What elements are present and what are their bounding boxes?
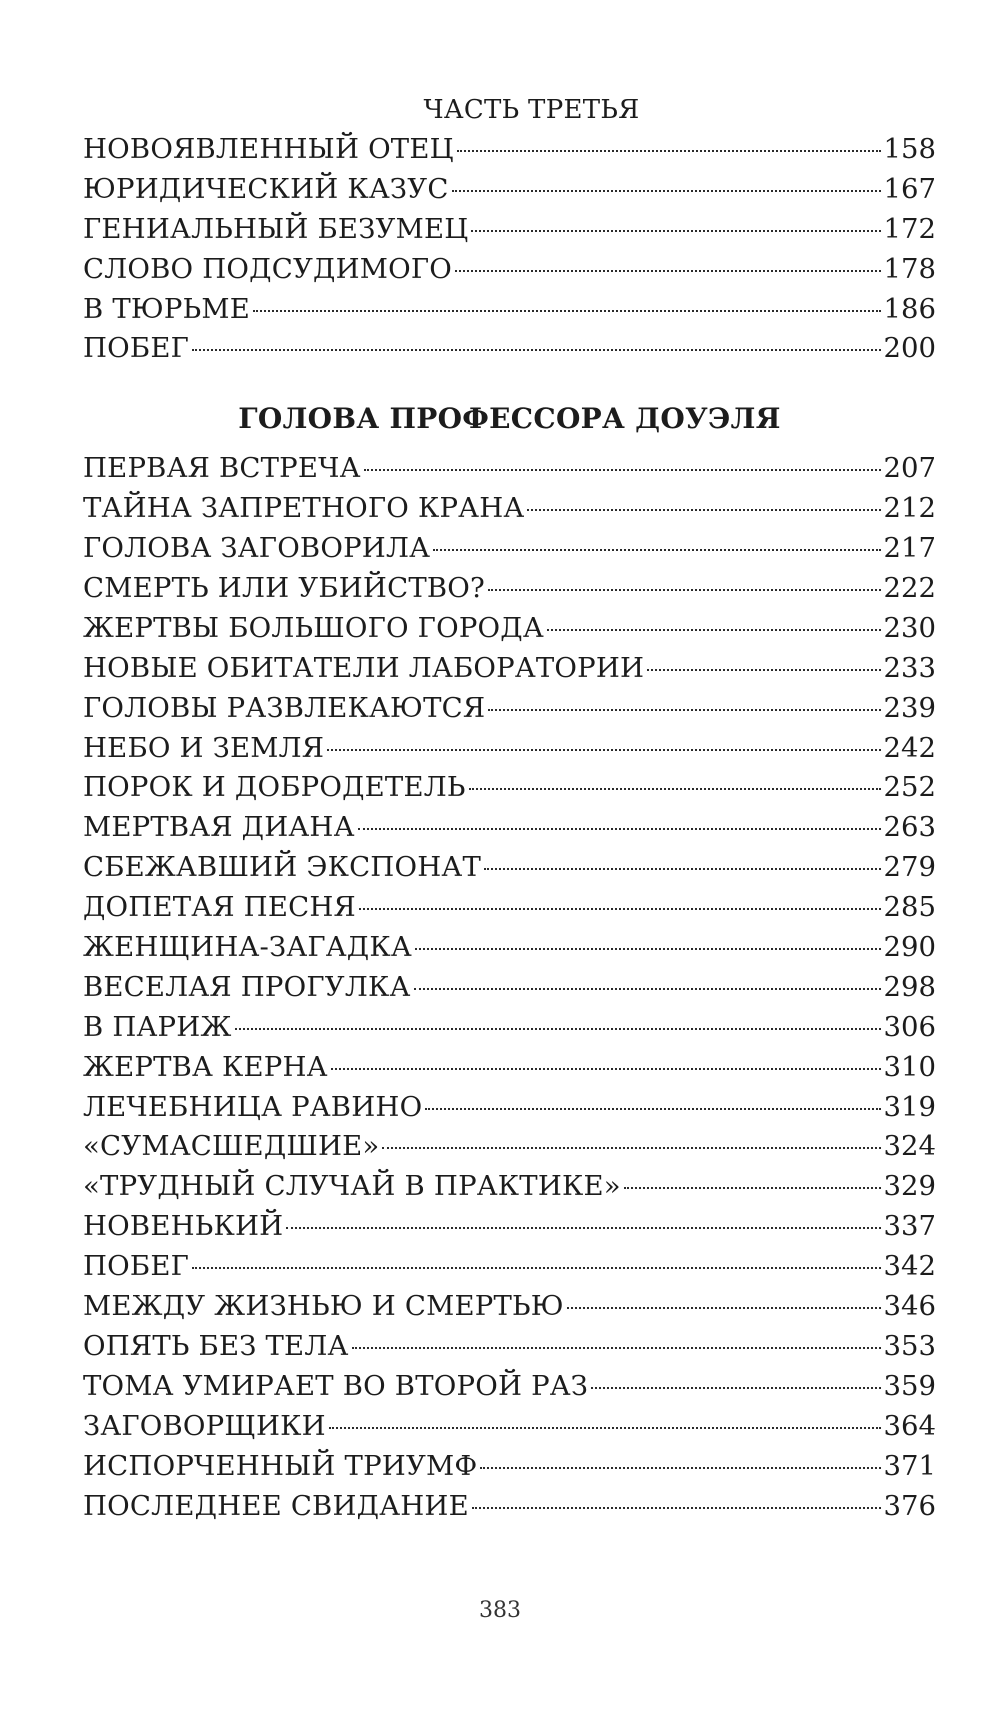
toc-entry-page: 178: [883, 252, 936, 285]
toc-entry: [83, 1207, 936, 1247]
book-chapter-list: [83, 449, 936, 1526]
toc-entry-page: 158: [883, 133, 936, 165]
toc-entry-page: 217: [883, 532, 936, 565]
toc-entry-page: 342: [883, 1250, 936, 1283]
toc-entry-title: СМЕРТЬ ИЛИ УБИЙСТВО?: [83, 572, 485, 605]
toc-entry-page: 329: [883, 1170, 936, 1203]
toc-entry: [83, 968, 936, 1008]
toc-entry-title: ТОМА УМИРАЕТ ВО ВТОРОЙ РАЗ: [83, 1369, 589, 1402]
toc-entry-title: ИСПОРЧЕННЫЙ ТРИУМФ: [83, 1449, 478, 1482]
toc-entry-title: НЕБО И ЗЕМЛЯ: [83, 731, 325, 764]
toc-entry: [83, 888, 936, 928]
toc-entry: [83, 290, 936, 330]
toc-entry-title: ТАЙНА ЗАПРЕТНОГО КРАНА: [83, 492, 525, 525]
toc-entry-page: 167: [883, 172, 936, 205]
dot-leader: [480, 1467, 880, 1469]
dot-leader: [235, 1028, 881, 1030]
toc-entry-title: НОВОЯВЛЕННЫЙ ОТЕЦ: [83, 133, 454, 165]
dot-leader: [364, 469, 881, 471]
dot-leader: [327, 749, 880, 751]
dot-leader: [358, 828, 881, 830]
toc-entry-title: ПОБЕГ: [83, 332, 190, 365]
toc-entry-title: ГОЛОВА ЗАГОВОРИЛА: [83, 532, 431, 565]
toc-entry: [83, 768, 936, 808]
dot-leader: [488, 709, 880, 711]
part-three-heading: ЧАСТЬ ТРЕТЬЯ: [423, 95, 640, 125]
toc-entry: [83, 808, 936, 848]
toc-entry: [83, 1088, 936, 1128]
toc-entry-page: 290: [883, 931, 936, 964]
toc-entry-page: 279: [883, 851, 936, 884]
toc-entry: [83, 1407, 936, 1447]
toc-entry-page: 263: [883, 811, 936, 844]
toc-entry-page: 242: [883, 731, 936, 764]
toc-entry-page: 353: [883, 1329, 936, 1362]
dot-leader: [415, 948, 881, 950]
dot-leader: [469, 788, 881, 790]
toc-entry-page: 230: [883, 611, 936, 644]
toc-entry-page: 364: [883, 1409, 936, 1442]
toc-entry-title: ПЕРВАЯ ВСТРЕЧА: [83, 452, 361, 485]
toc-entry-page: 310: [883, 1050, 936, 1083]
toc-entry-title: ПОРОК И ДОБРОДЕТЕЛЬ: [83, 771, 466, 804]
toc-entry: [83, 1447, 936, 1487]
dot-leader: [352, 1347, 881, 1349]
toc-entry-page: 285: [883, 891, 936, 924]
dot-leader: [455, 270, 880, 272]
toc-entry-title: В ТЮРЬМЕ: [83, 292, 250, 325]
toc-entry-page: 207: [883, 452, 936, 485]
toc-entry-title: ЖЕРТВЫ БОЛЬШОГО ГОРОДА: [83, 611, 544, 644]
toc-entry: [83, 689, 936, 729]
toc-entry-title: В ПАРИЖ: [83, 1010, 232, 1043]
book-title-heading: ГОЛОВА ПРОФЕССОРА ДОУЭЛЯ: [238, 402, 781, 436]
toc-entry-page: 376: [883, 1489, 936, 1522]
toc-entry: [83, 1048, 936, 1088]
toc-entry: [83, 649, 936, 689]
toc-entry-title: ДОПЕТАЯ ПЕСНЯ: [83, 891, 356, 924]
dot-leader: [624, 1187, 881, 1189]
toc-entry-page: 319: [883, 1090, 936, 1123]
toc-entry: [83, 1127, 936, 1167]
toc-entry: [83, 329, 936, 369]
toc-entry: [83, 928, 936, 968]
toc-entry-title: ЗАГОВОРЩИКИ: [83, 1409, 326, 1442]
toc-entry-page: 212: [883, 492, 936, 525]
toc-entry-title: НОВЫЕ ОБИТАТЕЛИ ЛАБОРАТОРИИ: [83, 651, 645, 684]
toc-entry: [83, 848, 936, 888]
part-three-list: [83, 130, 936, 369]
toc-entry: [83, 170, 936, 210]
toc-entry-page: 222: [883, 572, 936, 605]
dot-leader: [286, 1227, 880, 1229]
dot-leader: [192, 1267, 880, 1269]
toc-entry-title: СЛОВО ПОДСУДИМОГО: [83, 252, 453, 285]
toc-entry: [83, 1327, 936, 1367]
toc-entry-title: ЖЕРТВА КЕРНА: [83, 1050, 328, 1083]
dot-leader: [331, 1068, 881, 1070]
dot-leader: [471, 230, 880, 232]
toc-entry-title: НОВЕНЬКИЙ: [83, 1210, 284, 1243]
toc-entry: [83, 1287, 936, 1327]
toc-entry-title: ЖЕНЩИНА-ЗАГАДКА: [83, 931, 412, 964]
dot-leader: [433, 549, 880, 551]
dot-leader: [192, 349, 880, 351]
toc-entry-title: МЕРТВАЯ ДИАНА: [83, 811, 355, 844]
toc-entry: [83, 1367, 936, 1407]
dot-leader: [359, 908, 881, 910]
toc-entry: [83, 729, 936, 769]
toc-entry-title: ПОСЛЕДНЕЕ СВИДАНИЕ: [83, 1489, 469, 1522]
dot-leader: [472, 1507, 881, 1509]
toc-entry-title: ОПЯТЬ БЕЗ ТЕЛА: [83, 1329, 349, 1362]
toc-entry-page: 346: [883, 1290, 936, 1323]
dot-leader: [425, 1108, 880, 1110]
toc-entry: [83, 569, 936, 609]
dot-leader: [527, 509, 880, 511]
dot-leader: [414, 988, 881, 990]
toc-entry-page: 324: [883, 1130, 936, 1163]
toc-entry-page: 298: [883, 970, 936, 1003]
page-number: 383: [479, 1598, 521, 1623]
toc-entry-page: 233: [883, 651, 936, 684]
dot-leader: [591, 1387, 880, 1389]
toc-entry: [83, 529, 936, 569]
toc-entry-title: ПОБЕГ: [83, 1250, 190, 1283]
dot-leader: [488, 589, 881, 591]
toc-entry-page: 306: [883, 1010, 936, 1043]
toc-entry-page: 200: [883, 332, 936, 365]
dot-leader: [382, 1147, 880, 1149]
toc-entry-page: 371: [883, 1449, 936, 1482]
dot-leader: [567, 1307, 881, 1309]
toc-entry: [83, 609, 936, 649]
toc-entry-title: «ТРУДНЫЙ СЛУЧАЙ В ПРАКТИКЕ»: [83, 1170, 621, 1203]
toc-entry-title: ЛЕЧЕБНИЦА РАВИНО: [83, 1090, 423, 1123]
toc-entry: [83, 1487, 936, 1527]
toc-entry: [83, 210, 936, 250]
dot-leader: [547, 629, 881, 631]
toc-entry-page: 252: [883, 771, 936, 804]
toc-entry-page: 337: [883, 1210, 936, 1243]
toc-entry-title: ГЕНИАЛЬНЫЙ БЕЗУМЕЦ: [83, 212, 469, 245]
toc-entry-page: 186: [883, 292, 936, 325]
dot-leader: [647, 669, 880, 671]
dot-leader: [253, 310, 881, 312]
toc-entry-title: МЕЖДУ ЖИЗНЬЮ И СМЕРТЬЮ: [83, 1290, 564, 1323]
dot-leader: [457, 150, 881, 152]
toc-entry: [83, 1247, 936, 1287]
toc-entry: [83, 250, 936, 290]
toc-entry: [83, 449, 936, 489]
toc-entry-page: 239: [883, 691, 936, 724]
toc-entry: [83, 130, 936, 170]
toc-entry: [83, 489, 936, 529]
toc-entry: [83, 1008, 936, 1048]
toc-entry-page: 359: [883, 1369, 936, 1402]
toc-entry-title: ЮРИДИЧЕСКИЙ КАЗУС: [83, 172, 449, 205]
dot-leader: [484, 868, 881, 870]
toc-entry-title: ВЕСЕЛАЯ ПРОГУЛКА: [83, 970, 411, 1003]
toc-entry-title: «СУМАСШЕДШИЕ»: [83, 1130, 380, 1163]
toc-entry-title: ГОЛОВЫ РАЗВЛЕКАЮТСЯ: [83, 691, 486, 724]
toc-entry-title: СБЕЖАВШИЙ ЭКСПОНАТ: [83, 851, 481, 884]
dot-leader: [452, 190, 881, 192]
toc-entry-page: 172: [883, 212, 936, 245]
table-of-contents: [83, 90, 936, 1526]
dot-leader: [329, 1427, 881, 1429]
toc-entry: [83, 1167, 936, 1207]
